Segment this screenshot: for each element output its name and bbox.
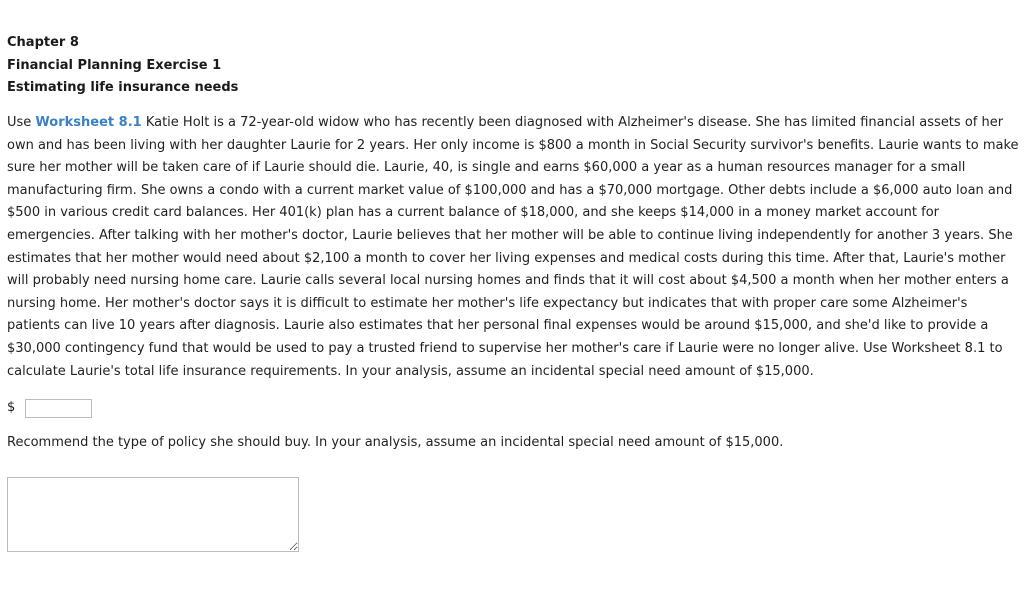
topic-title: Estimating life insurance needs [7, 80, 239, 95]
exercise-header [7, 32, 238, 100]
worksheet-link[interactable]: Worksheet 8.1 [35, 115, 142, 130]
policy-recommendation-textarea[interactable] [7, 477, 299, 552]
problem-body: Katie Holt is a 72-year-old widow who has recently been diagnosed with Alzheimer's disease. She has limited financial assets of her own and has been living with her daughter Laurie for 2 years. Her only income is $800 a month in Social Security survivor's benefits. Laurie wants to make sure her mother will be taken care of if Laurie should die. Laurie, 40, is single and earns $60,000 a year as a human resources manager for a small manufacturing firm. She owns a condo with a current market value of $100,000 and has a $70,000 mortgage. Other debts include a $6,000 auto loan and $500 in various credit card balances. Her 401(k) plan has a current balance of $18,000, and she keeps $14,000 in a money market account for emergencies. After talking with her mother's doctor, Laurie believes that her mother will be able to continue living independently for another 3 years. She estimates that her mother would need about $2,100 a month to cover her living expenses and medical costs during this time. After that, Laurie's mother will probably need nursing home care. Laurie calls several local nursing homes and finds that it will cost about $4,500 a month when her mother enters a nursing home. Her mother's doctor says it is difficult to estimate her mother's life expectancy but indicates that with proper care some Alzheimer's patients can live 10 years after diagnosis. Laurie also estimates that her personal final expenses would be around $15,000, and she'd like to provide a $30,000 contingency fund that would be used to pay a trusted friend to supervise her mother's care if Laurie were no longer alive. Use Worksheet 8.1 to calculate Laurie's total life insurance requirements. In your analysis, assume an incidental special need amount of $15,000. [7, 115, 1019, 379]
chapter-title: Chapter 8 [7, 35, 79, 50]
currency-symbol: $ [7, 399, 16, 415]
problem-text [7, 112, 1023, 383]
life-insurance-answer-input[interactable] [25, 399, 92, 418]
policy-question: Recommend the type of policy she should buy. In your analysis, assume an incidental special need amount of $15,000. [7, 435, 784, 450]
exercise-title: Financial Planning Exercise 1 [7, 57, 222, 73]
problem-prefix: Use [7, 115, 36, 130]
answer-row [7, 397, 92, 419]
